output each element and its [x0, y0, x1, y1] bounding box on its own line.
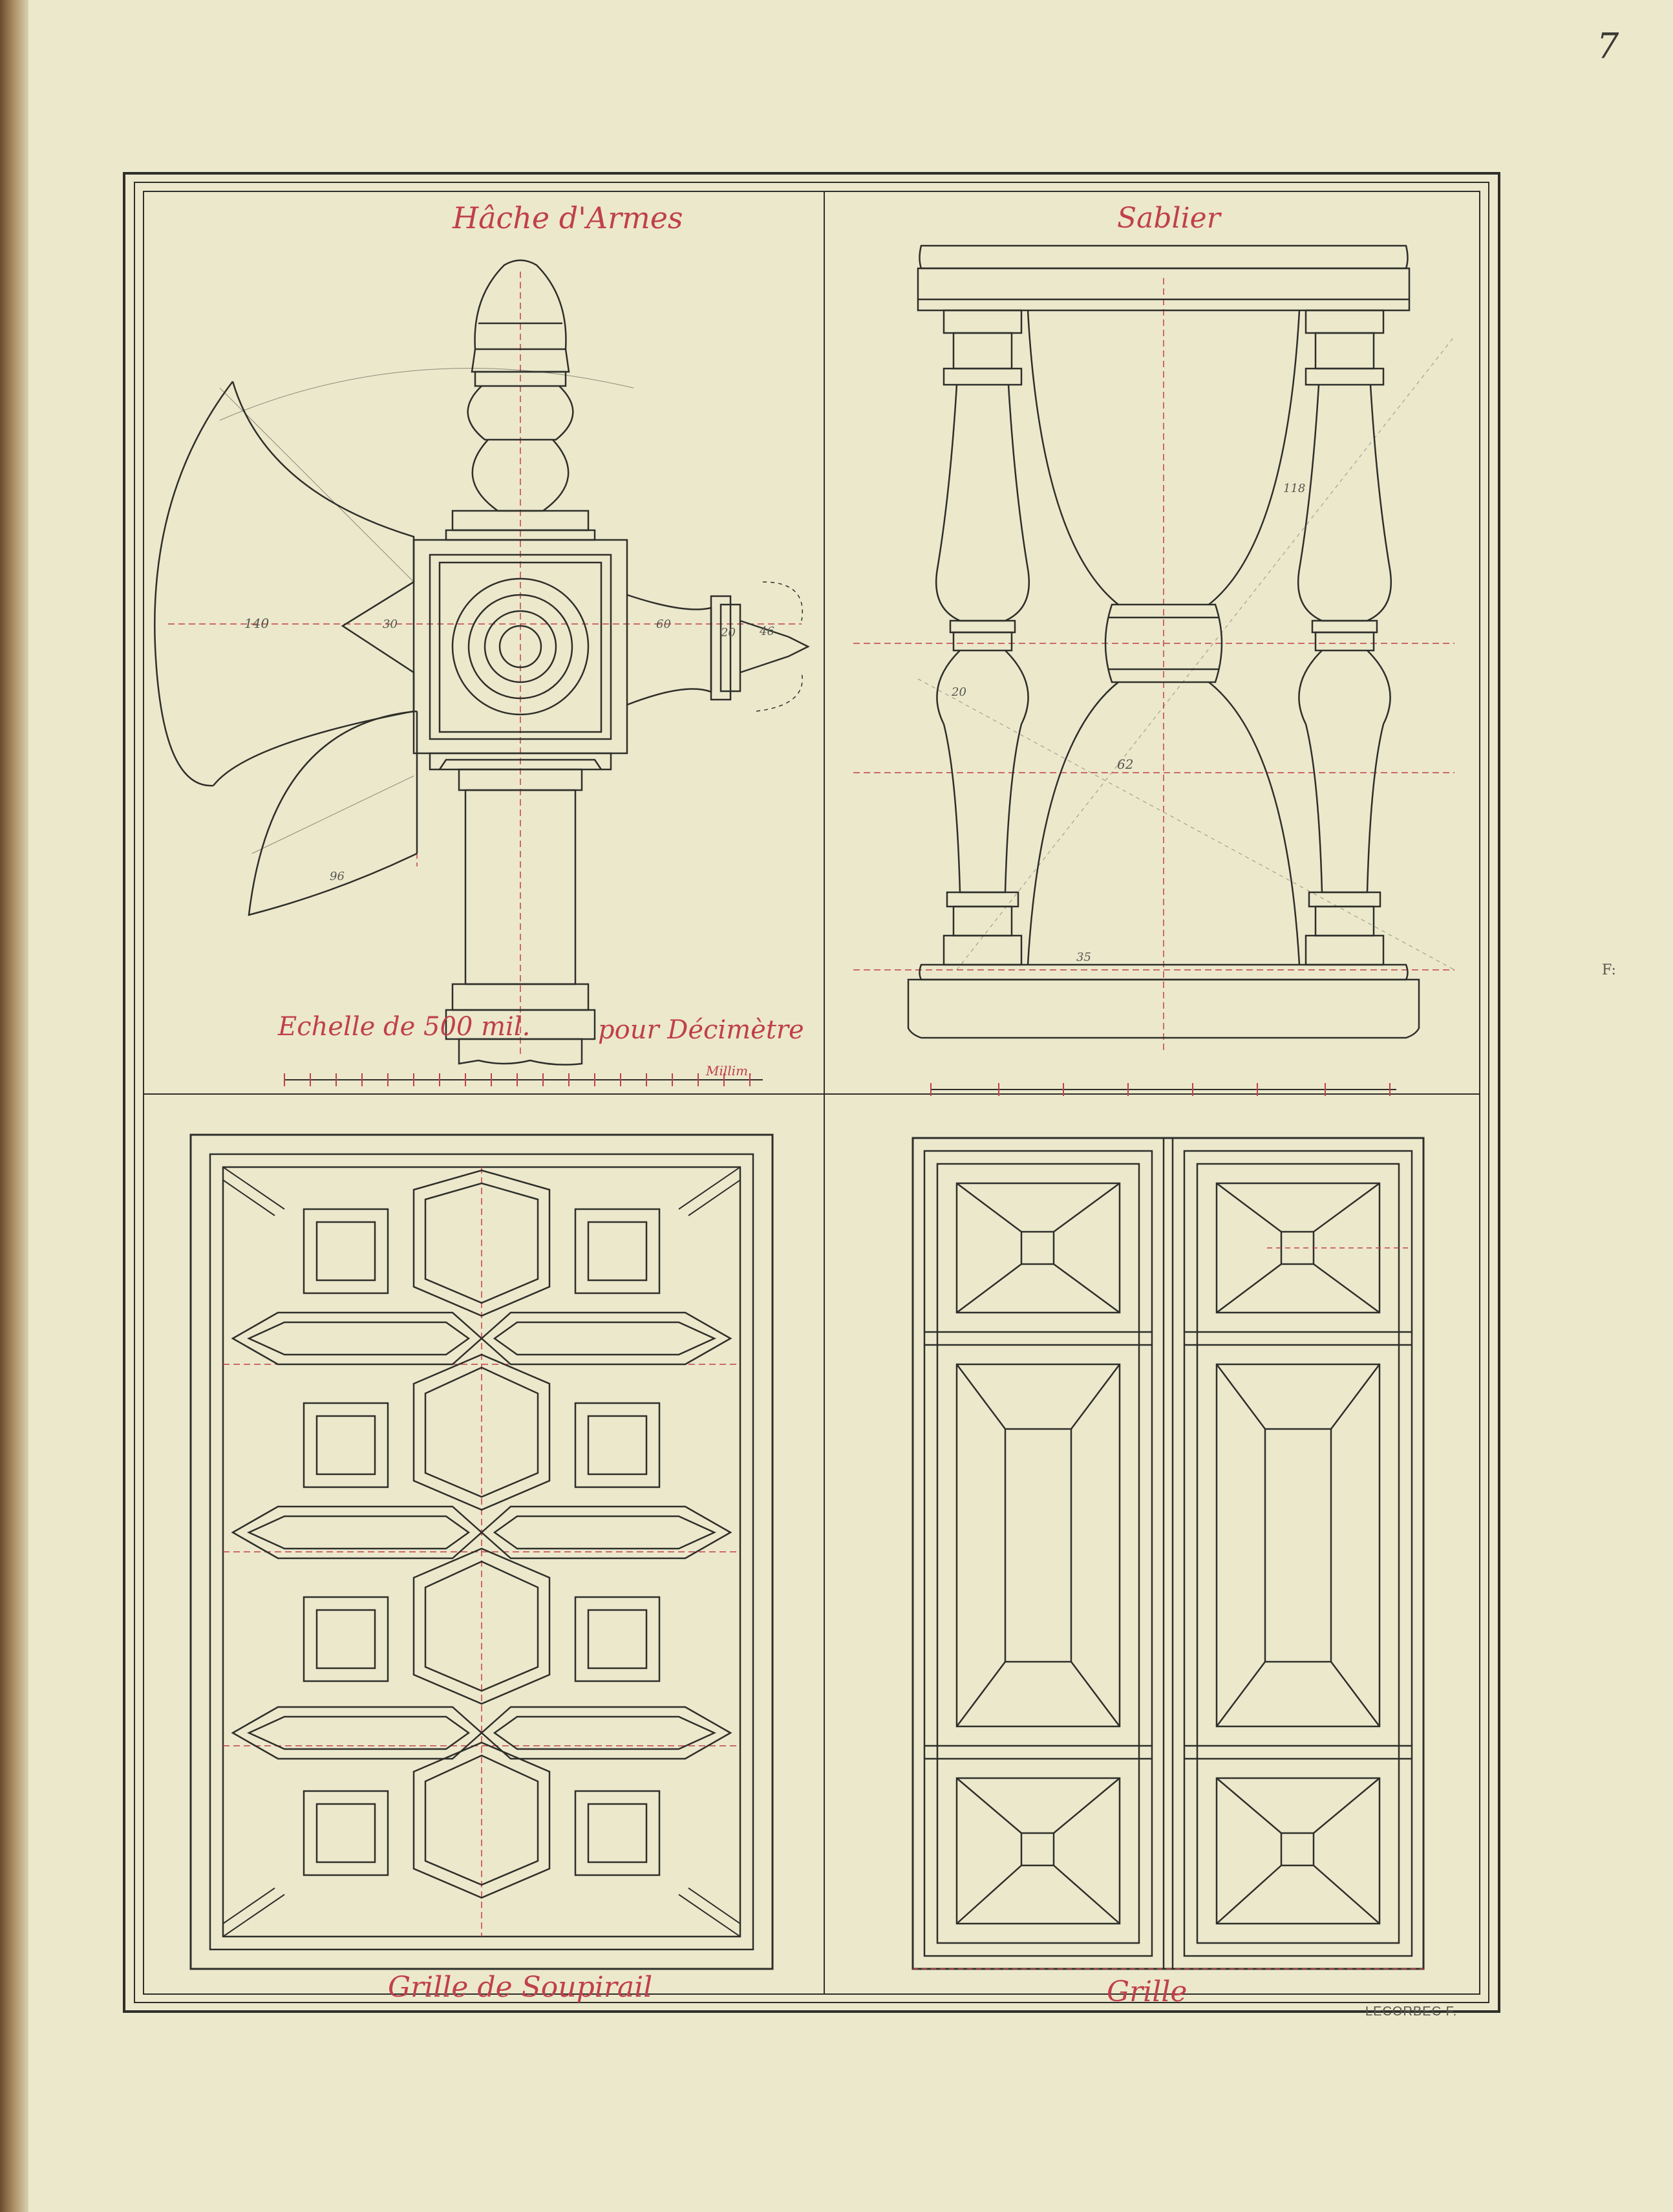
- axe-scale-right: pour Décimètre: [598, 1015, 804, 1045]
- axe-drawing: [155, 261, 808, 1087]
- hourglass-dim-2: 20: [952, 685, 966, 699]
- hourglass-dim-1: 62: [1117, 757, 1134, 772]
- vent-grille-title: Grille de Soupirail: [388, 1971, 653, 2004]
- hourglass-dim-4: 35: [1076, 950, 1091, 964]
- signature: LECORBEC F.: [1365, 2004, 1458, 2019]
- outer-frame: [124, 173, 1499, 2012]
- hourglass-dim-3: 118: [1283, 482, 1306, 495]
- axe-title: Hâche d'Armes: [453, 200, 683, 235]
- vent-grille-drawing: [191, 1135, 773, 1969]
- axe-scale-unit: Millim.: [706, 1063, 752, 1079]
- hourglass-title: Sablier: [1117, 202, 1220, 235]
- outer-frame-inner: [134, 182, 1489, 2003]
- margin-mark: F:: [1602, 962, 1616, 978]
- axe-dim-4: 46: [760, 625, 774, 638]
- axe-dim-5: 20: [721, 626, 736, 639]
- axe-scale-left: Echelle de 500 mil.: [278, 1012, 531, 1042]
- axe-dim-1: 140: [244, 616, 270, 631]
- hourglass-drawing: [853, 246, 1455, 1096]
- page-number: 7: [1597, 26, 1619, 67]
- panel-frame: [144, 191, 1480, 1994]
- grille-drawing: [913, 1138, 1423, 1969]
- axe-dim-6: 96: [330, 870, 345, 883]
- axe-dim-3: 60: [656, 617, 671, 631]
- axe-dim-2: 30: [383, 617, 398, 631]
- grille-title: Grille: [1107, 1975, 1188, 2008]
